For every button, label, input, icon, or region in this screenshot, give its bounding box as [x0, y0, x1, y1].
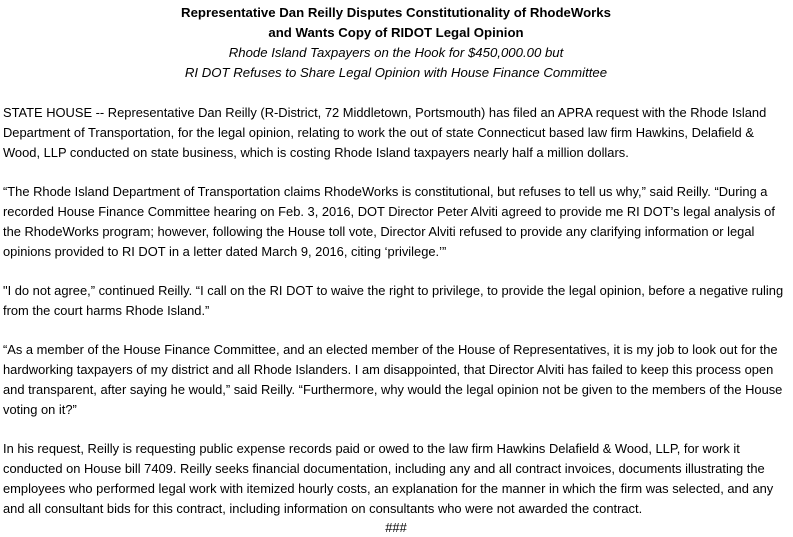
paragraph-reilly-quote-3: “As a member of the House Finance Committee, and an elected member of the House of Representatives, it is my job to look out for the hardworking taxpayers of my district and all Rhode Islanders. I am disappointed, that Director Alviti has failed to keep this process open and transparent, after saying he would,” said Reilly. “Furthermore, why would the legal opinion not be given to the members of the House voting on it?”: [3, 342, 783, 417]
press-release-header: [3, 3, 789, 83]
paragraph-reilly-quote-2: "I do not agree,” continued Reilly. “I call on the RI DOT to waive the right to privilege, to provide the legal opinion, before a negative ruling from the court harms Rhode Island.”: [3, 283, 784, 318]
press-release-body: [3, 103, 789, 519]
paragraph-request-details: In his request, Reilly is requesting public expense records paid or owed to the law firm Hawkins Delafield & Wood, LLP, for work it conducted on House bill 7409. Reilly seeks financial documentation, including any and all contract invoices, documents illustrating the employees who performed legal work with itemized hourly costs, an explanation for the manner in which the firm was selected, and any and all consultant bids for this contract, including information on consultants who were not awarded the contract.: [3, 441, 774, 516]
subheadline-line-2: RI DOT Refuses to Share Legal Opinion with House Finance Committee: [184, 65, 608, 80]
paragraph-dateline: STATE HOUSE -- Representative Dan Reilly (R-District, 72 Middletown, Portsmouth) has filed an APRA request with the Rhode Island Department of Transportation, for the legal opinion, relating to work the out of state Connecticut based law firm Hawkins, Delafield & Wood, LLP conducted on state business, which is costing Rhode Island taxpayers nearly half a million dollars.: [3, 105, 767, 160]
paragraph-reilly-quote-1: “The Rhode Island Department of Transportation claims RhodeWorks is constitutional, but refuses to tell us why,” said Reilly. “During a recorded House Finance Committee hearing on Feb. 3, 2016, DOT Director Peter Alviti agreed to provide me RI DOT’s legal analysis of the RhodeWorks program; however, following the House toll vote, Director Alviti refused to provide any clarifying information or legal opinions provided to RI DOT in a letter dated March 9, 2016, citing ‘privilege.’”: [3, 184, 775, 259]
end-of-release-mark: ###: [385, 520, 407, 535]
subheadline-line-1: Rhode Island Taxpayers on the Hook for $450,000.00 but: [228, 45, 564, 60]
headline-line-1: Representative Dan Reilly Disputes Constitutionality of RhodeWorks: [181, 5, 611, 20]
headline-line-2: and Wants Copy of RIDOT Legal Opinion: [268, 25, 524, 40]
